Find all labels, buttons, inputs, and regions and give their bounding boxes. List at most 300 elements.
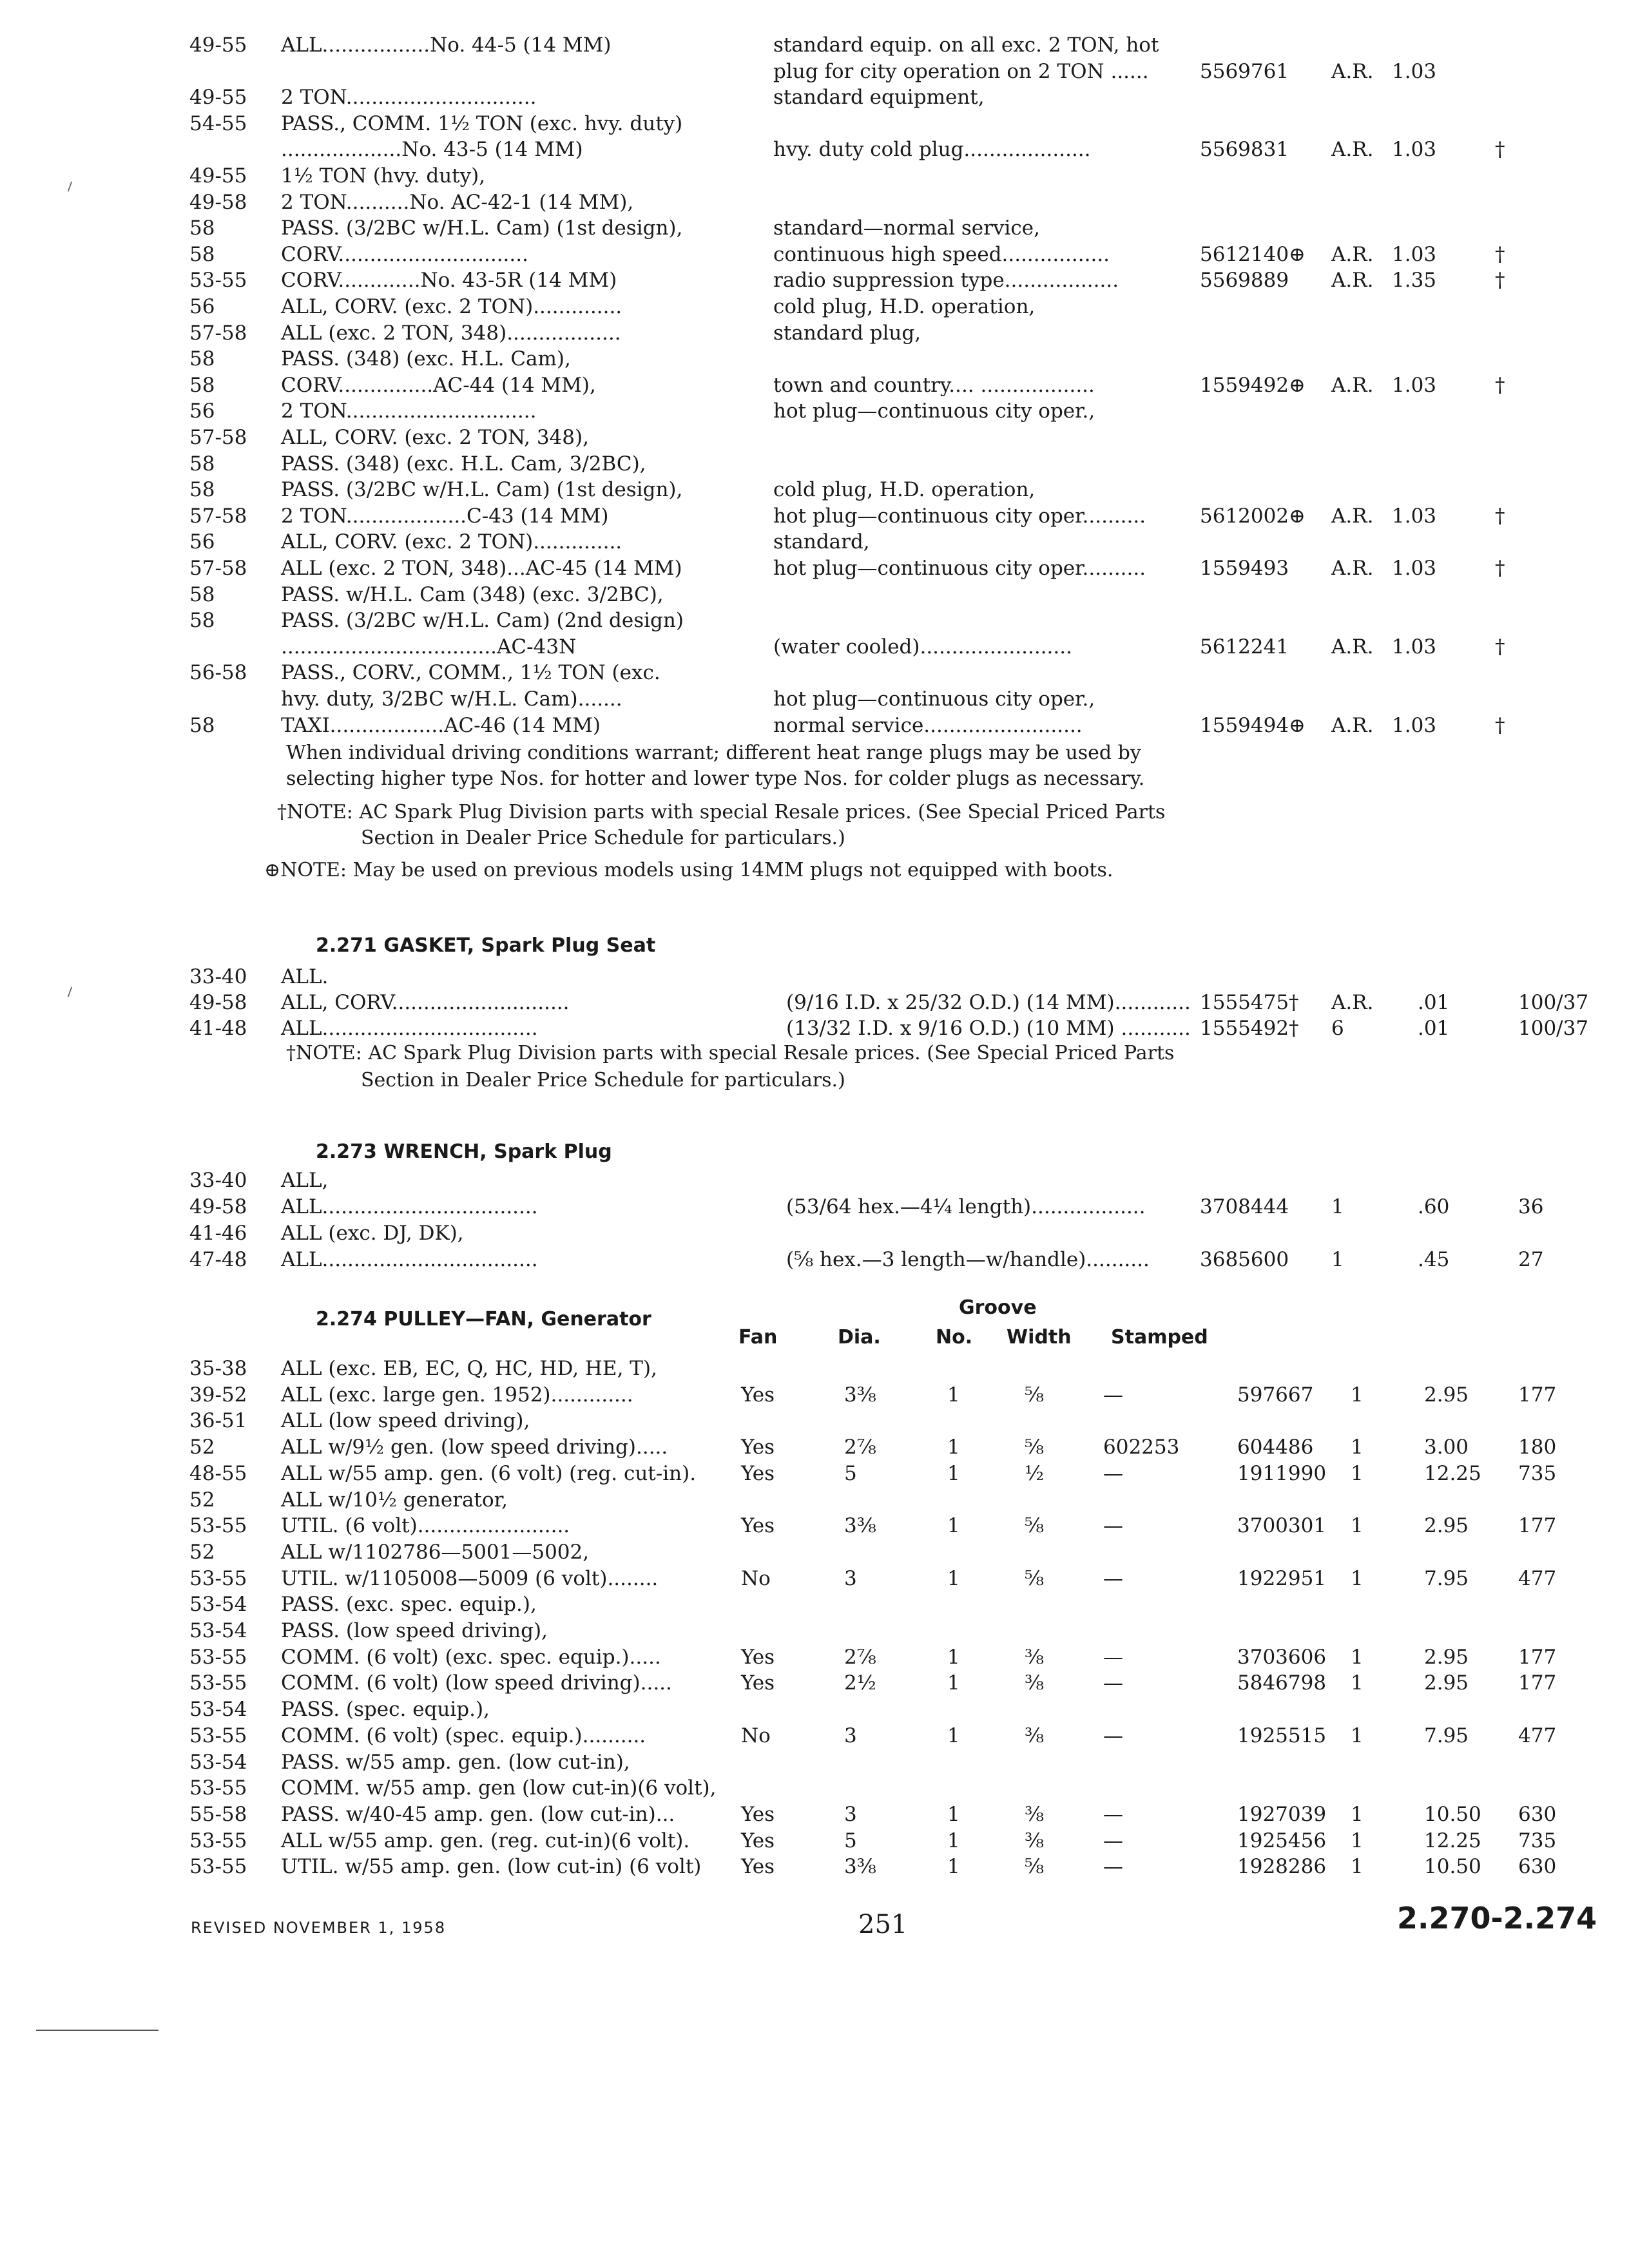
model-description: ALL..................................	[281, 1248, 538, 1271]
model-year: 52	[189, 1540, 215, 1564]
usage-description: town and country.... ..................	[773, 373, 1095, 397]
quantity: A.R.	[1331, 373, 1374, 397]
note-line: ⊕NOTE: May be used on previous models using 14MM plugs not equipped with boots.	[264, 859, 1113, 881]
model-description: PASS. w/55 amp. gen. (low cut-in),	[281, 1750, 630, 1774]
model-description: ALL w/10½ generator,	[281, 1488, 508, 1512]
table-row	[0, 1695, 1629, 1724]
model-description: ALL (low speed driving),	[281, 1409, 530, 1433]
col-fan: Fan	[738, 1326, 778, 1349]
usage-description: normal service.........................	[773, 713, 1083, 737]
fan-flag: Yes	[741, 1514, 775, 1538]
part-number: 1928286	[1237, 1855, 1327, 1879]
usage-description: plug for city operation on 2 TON ......	[773, 59, 1149, 83]
usage-description: standard equip. on all exc. 2 TON, hot	[773, 34, 1159, 57]
resale-ratio: 100/37	[1518, 991, 1589, 1014]
model-description: PASS. (348) (exc. H.L. Cam, 3/2BC),	[281, 452, 646, 476]
model-year: 53-55	[189, 1724, 247, 1747]
part-number: 1922951	[1237, 1566, 1327, 1590]
stamped-number: —	[1103, 1855, 1123, 1879]
table-row	[0, 1774, 1629, 1802]
quantity: 1	[1351, 1671, 1364, 1695]
stamped-number: —	[1103, 1645, 1123, 1669]
table-row	[0, 963, 1629, 991]
resale-price: 735	[1518, 1461, 1557, 1485]
model-year: 53-54	[189, 1750, 247, 1774]
groove-number: 1	[947, 1461, 960, 1485]
model-year: 35-38	[189, 1357, 247, 1380]
table-row	[0, 1617, 1629, 1645]
quantity: 1	[1351, 1566, 1364, 1590]
part-number: 1927039	[1237, 1802, 1327, 1826]
list-price: 3.00	[1424, 1436, 1469, 1459]
model-description: ALL w/55 amp. gen. (6 volt) (reg. cut-in).	[281, 1461, 697, 1485]
fan-flag: No	[741, 1566, 771, 1590]
model-description: PASS. (3/2BC w/H.L. Cam) (1st design),	[281, 216, 683, 240]
model-description: ALL (exc. 2 TON, 348)...AC-45 (14 MM)	[281, 557, 682, 580]
model-description: ALL, CORV. (exc. 2 TON)..............	[281, 295, 622, 318]
table-row	[0, 581, 1629, 609]
col-dia: Dia.	[838, 1326, 881, 1349]
model-description: PASS., CORV., COMM., 1½ TON (exc.	[281, 661, 660, 685]
model-description: ALL (exc. large gen. 1952).............	[281, 1383, 633, 1407]
usage-description: hot plug—continuous city oper.,	[773, 687, 1095, 711]
quantity: A.R.	[1331, 635, 1374, 658]
model-year: 56-58	[189, 661, 247, 685]
groove-width: ⅜	[1025, 1645, 1045, 1669]
part-number: 3700301	[1237, 1514, 1327, 1538]
page-number: 251	[858, 1910, 908, 1939]
list-price: 1.03	[1392, 713, 1437, 737]
list-price: .01	[1418, 1017, 1450, 1040]
note-line: †NOTE: AC Spark Plug Division parts with special Resale prices. (See Special Priced Parts	[286, 1042, 1175, 1064]
usage-description: (9/16 I.D. x 25/32 O.D.) (14 MM)............	[786, 991, 1191, 1014]
quantity: A.R.	[1331, 59, 1374, 83]
col-groove-width: Width	[1007, 1326, 1072, 1349]
table-row	[0, 1564, 1629, 1593]
list-price: 1.03	[1392, 373, 1437, 397]
note-mark: †	[1495, 504, 1505, 528]
part-number: 5612002⊕	[1200, 504, 1306, 528]
groove-number: 1	[947, 1566, 960, 1590]
model-year: 58	[189, 609, 215, 633]
usage-description: hvy. duty cold plug....................	[773, 138, 1091, 162]
model-year: 57-58	[189, 557, 247, 580]
model-year: 57-58	[189, 504, 247, 528]
quantity: A.R.	[1331, 138, 1374, 162]
groove-width: ⅝	[1025, 1566, 1045, 1590]
col-groove: Groove	[959, 1296, 1037, 1319]
usage-description: standard,	[773, 530, 870, 554]
model-description: COMM. (6 volt) (low speed driving).....	[281, 1671, 672, 1695]
stamped-number: —	[1103, 1566, 1123, 1590]
list-price: 2.95	[1424, 1645, 1469, 1669]
table-row	[0, 658, 1629, 687]
groove-width: ⅝	[1025, 1436, 1045, 1459]
model-description: CORV...............AC-44 (14 MM),	[281, 373, 596, 397]
part-number: 1925515	[1237, 1724, 1327, 1747]
quantity: 6	[1331, 1017, 1344, 1040]
quantity: A.R.	[1331, 557, 1374, 580]
model-year: 55-58	[189, 1802, 247, 1826]
note-mark: †	[1495, 242, 1505, 266]
wrench-heading: 2.273 WRENCH, Spark Plug	[316, 1140, 612, 1163]
model-description: ALL (exc. 2 TON, 348)..................	[281, 321, 621, 345]
model-year: 53-55	[189, 1671, 247, 1695]
model-description: UTIL. (6 volt)........................	[281, 1514, 570, 1538]
quantity: A.R.	[1331, 269, 1374, 293]
diameter: 3	[844, 1724, 857, 1747]
groove-width: ⅜	[1025, 1829, 1045, 1852]
groove-width: ⅝	[1025, 1855, 1045, 1879]
table-row	[0, 528, 1629, 556]
quantity: A.R.	[1331, 991, 1374, 1014]
table-row	[0, 1800, 1629, 1829]
diameter: 5	[844, 1461, 857, 1485]
table-row	[0, 554, 1629, 582]
list-price: .01	[1418, 991, 1450, 1014]
usage-description: standard plug,	[773, 321, 921, 345]
part-number: 5569889	[1200, 269, 1289, 293]
part-number: 5569831	[1200, 138, 1289, 162]
resale-price: 630	[1518, 1802, 1557, 1826]
list-price: 7.95	[1424, 1724, 1469, 1747]
resale-price: 180	[1518, 1436, 1557, 1459]
usage-description: hot plug—continuous city oper.,	[773, 399, 1095, 423]
model-description: CORV.............No. 43-5R (14 MM)	[281, 269, 617, 293]
part-number: 1555492†	[1200, 1017, 1299, 1040]
usage-description: hot plug—continuous city oper..........	[773, 504, 1146, 528]
model-description: 2 TON..............................	[281, 399, 537, 423]
model-year: 58	[189, 713, 215, 737]
part-number: 3685600	[1200, 1248, 1289, 1271]
table-row	[0, 633, 1629, 661]
diameter: 3	[844, 1566, 857, 1590]
table-row	[0, 450, 1629, 478]
table-row	[0, 31, 1629, 59]
stamped-number: —	[1103, 1514, 1123, 1538]
model-year: 53-55	[189, 1855, 247, 1879]
model-description: PASS., COMM. 1½ TON (exc. hvy. duty)	[281, 111, 683, 135]
model-description: ALL, CORV. (exc. 2 TON)..............	[281, 530, 622, 554]
usage-description: continuous high speed.................	[773, 242, 1110, 266]
table-row	[0, 397, 1629, 425]
stamped-number: —	[1103, 1671, 1123, 1695]
model-year: 49-55	[189, 34, 247, 57]
part-number: 5612241	[1200, 635, 1289, 658]
diameter: 2⅞	[844, 1645, 876, 1669]
resale-price: 630	[1518, 1855, 1557, 1879]
fan-flag: Yes	[741, 1829, 775, 1852]
table-row	[0, 162, 1629, 190]
stamped-number: —	[1103, 1461, 1123, 1485]
model-year: 53-55	[189, 1566, 247, 1590]
fan-flag: Yes	[741, 1671, 775, 1695]
model-year: 58	[189, 582, 215, 606]
table-row	[0, 476, 1629, 504]
groove-width: ½	[1025, 1461, 1045, 1485]
stamped-number: —	[1103, 1802, 1123, 1826]
part-number: 5612140⊕	[1200, 242, 1306, 266]
stamped-number: —	[1103, 1724, 1123, 1747]
model-description: ALL, CORV. (exc. 2 TON, 348),	[281, 426, 589, 449]
section-range: 2.270-2.274	[1397, 1901, 1597, 1936]
col-stamped: Stamped	[1111, 1326, 1208, 1349]
quantity: A.R.	[1331, 242, 1374, 266]
list-price: 1.03	[1392, 242, 1437, 266]
groove-number: 1	[947, 1514, 960, 1538]
bottom-rule	[36, 2030, 159, 2031]
table-row	[0, 1245, 1629, 1274]
table-row	[0, 1852, 1629, 1881]
model-description: PASS. w/H.L. Cam (348) (exc. 3/2BC),	[281, 582, 664, 606]
list-price: 1.03	[1392, 504, 1437, 528]
model-description: PASS. (3/2BC w/H.L. Cam) (2nd design)	[281, 609, 684, 633]
diameter: 2½	[844, 1671, 876, 1695]
usage-description: (⅝ hex.—3 length—w/handle)..........	[786, 1248, 1150, 1271]
model-year: 49-58	[189, 1195, 247, 1218]
groove-number: 1	[947, 1383, 960, 1407]
table-row	[0, 423, 1629, 452]
list-price: 2.95	[1424, 1514, 1469, 1538]
model-description: 2 TON..........No. AC-42-1 (14 MM),	[281, 190, 634, 214]
part-number: 3703606	[1237, 1645, 1327, 1669]
note-line: selecting higher type Nos. for hotter and lower type Nos. for colder plugs as necessary.	[286, 767, 1145, 790]
groove-number: 1	[947, 1829, 960, 1852]
model-description: COMM. (6 volt) (spec. equip.)..........	[281, 1724, 646, 1747]
table-row	[0, 502, 1629, 530]
model-year: 53-55	[189, 1829, 247, 1852]
table-row	[0, 57, 1629, 86]
part-number: 1555475†	[1200, 991, 1299, 1014]
table-row	[0, 1538, 1629, 1566]
table-row	[0, 1166, 1629, 1195]
quantity: 1	[1351, 1829, 1364, 1852]
table-row	[0, 266, 1629, 294]
quantity: 1	[1331, 1248, 1344, 1271]
model-description: TAXI..................AC-46 (14 MM)	[281, 713, 601, 737]
fan-flag: Yes	[741, 1383, 775, 1407]
quantity: 1	[1351, 1461, 1364, 1485]
model-year: 58	[189, 216, 215, 240]
list-price: 1.35	[1392, 269, 1437, 293]
note-line: †NOTE: AC Spark Plug Division parts with special Resale prices. (See Special Priced Parts	[277, 801, 1166, 823]
model-year: 53-55	[189, 269, 247, 293]
pulley-heading: 2.274 PULLEY—FAN, Generator	[316, 1308, 651, 1331]
groove-number: 1	[947, 1671, 960, 1695]
model-description: ALL, CORV............................	[281, 991, 570, 1014]
table-row	[0, 1459, 1629, 1488]
stamped-number: 602253	[1103, 1436, 1180, 1459]
usage-description: standard—normal service,	[773, 216, 1040, 240]
groove-width: ⅜	[1025, 1724, 1045, 1747]
model-description: PASS. (348) (exc. H.L. Cam),	[281, 347, 571, 371]
diameter: 3⅜	[844, 1514, 876, 1538]
table-row	[0, 293, 1629, 321]
groove-number: 1	[947, 1802, 960, 1826]
model-year: 33-40	[189, 1169, 247, 1192]
resale-price: 177	[1518, 1514, 1557, 1538]
model-description: 2 TON..............................	[281, 86, 537, 110]
model-description: UTIL. w/55 amp. gen. (low cut-in) (6 volt)	[281, 1855, 702, 1879]
resale-price: 36	[1518, 1195, 1544, 1218]
table-row	[0, 240, 1629, 269]
stamped-number: —	[1103, 1829, 1123, 1852]
model-description: PASS. (spec. equip.),	[281, 1698, 490, 1722]
quantity: 1	[1351, 1383, 1364, 1407]
resale-price: 477	[1518, 1566, 1557, 1590]
model-year: 56	[189, 295, 215, 318]
model-description: 1½ TON (hvy. duty),	[281, 164, 486, 187]
table-row	[0, 1486, 1629, 1514]
part-number: 1911990	[1237, 1461, 1327, 1485]
model-year: 41-46	[189, 1222, 247, 1245]
model-description: PASS. (exc. spec. equip.),	[281, 1593, 537, 1617]
quantity: 1	[1351, 1855, 1364, 1879]
model-description: ALL.................No. 44-5 (14 MM)	[281, 34, 612, 57]
list-price: 2.95	[1424, 1671, 1469, 1695]
fan-flag: Yes	[741, 1645, 775, 1669]
resale-price: 735	[1518, 1829, 1557, 1852]
note-mark: †	[1495, 713, 1505, 737]
model-description: PASS. w/40-45 amp. gen. (low cut-in)...	[281, 1802, 675, 1826]
model-year: 41-48	[189, 1017, 247, 1040]
usage-description: cold plug, H.D. operation,	[773, 295, 1036, 318]
model-description: PASS. (3/2BC w/H.L. Cam) (1st design),	[281, 478, 683, 502]
usage-description: (53/64 hex.—4¼ length)..................	[786, 1195, 1146, 1218]
table-row	[0, 214, 1629, 242]
usage-description: (13/32 I.D. x 9/16 O.D.) (10 MM) ...........	[786, 1017, 1191, 1040]
fan-flag: Yes	[741, 1855, 775, 1879]
model-year: 56	[189, 399, 215, 423]
stamped-number: —	[1103, 1383, 1123, 1407]
fan-flag: No	[741, 1724, 771, 1747]
diameter: 3	[844, 1802, 857, 1826]
part-number: 5846798	[1237, 1671, 1327, 1695]
list-price: 1.03	[1392, 557, 1437, 580]
model-year: 58	[189, 242, 215, 266]
model-year: 53-54	[189, 1698, 247, 1722]
list-price: .60	[1418, 1195, 1450, 1218]
model-description: COMM. (6 volt) (exc. spec. equip.).....	[281, 1645, 661, 1669]
model-year: 53-54	[189, 1593, 247, 1617]
table-row	[0, 1407, 1629, 1435]
usage-description: radio suppression type..................	[773, 269, 1119, 293]
model-description: 2 TON...................C-43 (14 MM)	[281, 504, 609, 528]
table-row	[0, 1433, 1629, 1461]
groove-number: 1	[947, 1436, 960, 1459]
table-row	[0, 1722, 1629, 1750]
groove-number: 1	[947, 1645, 960, 1669]
table-row	[0, 110, 1629, 138]
model-description: ALL w/55 amp. gen. (reg. cut-in)(6 volt).	[281, 1829, 690, 1852]
list-price: 12.25	[1424, 1461, 1481, 1485]
resale-price: 177	[1518, 1383, 1557, 1407]
model-year: 48-55	[189, 1461, 247, 1485]
diameter: 3⅜	[844, 1855, 876, 1879]
model-description: PASS. (low speed driving),	[281, 1619, 548, 1642]
model-year: 49-55	[189, 86, 247, 110]
usage-description: standard equipment,	[773, 86, 985, 110]
quantity: A.R.	[1331, 713, 1374, 737]
list-price: 1.03	[1392, 635, 1437, 658]
quantity: 1	[1351, 1802, 1364, 1826]
list-price: 12.25	[1424, 1829, 1481, 1852]
part-number: 5569761	[1200, 59, 1289, 83]
table-row	[0, 135, 1629, 164]
quantity: 1	[1351, 1514, 1364, 1538]
model-year: 49-58	[189, 190, 247, 214]
note-line: When individual driving conditions warrant; different heat range plugs may be used by	[286, 742, 1141, 764]
groove-width: ⅝	[1025, 1514, 1045, 1538]
note-line: Section in Dealer Price Schedule for particulars.)	[361, 1069, 845, 1091]
list-price: .45	[1418, 1248, 1450, 1271]
model-description: ALL..................................	[281, 1195, 538, 1218]
fan-flag: Yes	[741, 1436, 775, 1459]
table-row	[0, 711, 1629, 740]
model-year: 36-51	[189, 1409, 247, 1433]
model-year: 54-55	[189, 111, 247, 135]
resale-price: 177	[1518, 1645, 1557, 1669]
model-description: COMM. w/55 amp. gen (low cut-in)(6 volt),	[281, 1776, 717, 1800]
quantity: 1	[1351, 1436, 1364, 1459]
list-price: 1.03	[1392, 59, 1437, 83]
usage-description: cold plug, H.D. operation,	[773, 478, 1036, 502]
list-price: 1.03	[1392, 138, 1437, 162]
note-line: Section in Dealer Price Schedule for particulars.)	[361, 827, 845, 849]
table-row	[0, 1669, 1629, 1697]
table-row	[0, 345, 1629, 373]
groove-width: ⅜	[1025, 1802, 1045, 1826]
quantity: A.R.	[1331, 504, 1374, 528]
table-row	[0, 988, 1629, 1017]
model-year: 33-40	[189, 965, 247, 988]
groove-number: 1	[947, 1724, 960, 1747]
model-year: 53-55	[189, 1514, 247, 1538]
fan-flag: Yes	[741, 1461, 775, 1485]
part-number: 604486	[1237, 1436, 1314, 1459]
model-year: 47-48	[189, 1248, 247, 1271]
note-mark: †	[1495, 138, 1505, 162]
usage-description: hot plug—continuous city oper..........	[773, 557, 1146, 580]
table-row	[0, 1381, 1629, 1409]
resale-price: 27	[1518, 1248, 1544, 1271]
table-row	[0, 1590, 1629, 1619]
table-row	[0, 1219, 1629, 1247]
model-year: 56	[189, 530, 215, 554]
model-year: 53-55	[189, 1645, 247, 1669]
usage-description: (water cooled)........................	[773, 635, 1072, 658]
diameter: 2⅞	[844, 1436, 876, 1459]
model-description: ALL w/9½ gen. (low speed driving).....	[281, 1436, 668, 1459]
model-description: ALL..................................	[281, 1017, 538, 1040]
model-year: 49-55	[189, 164, 247, 187]
table-row	[0, 371, 1629, 399]
list-price: 2.95	[1424, 1383, 1469, 1407]
part-number: 1559494⊕	[1200, 713, 1306, 737]
model-year: 58	[189, 478, 215, 502]
margin-mark: ⸝	[57, 168, 79, 197]
model-year: 52	[189, 1436, 215, 1459]
model-year: 52	[189, 1488, 215, 1512]
list-price: 10.50	[1424, 1855, 1481, 1879]
model-description: hvy. duty, 3/2BC w/H.L. Cam).......	[281, 687, 622, 711]
model-year: 58	[189, 452, 215, 476]
model-description: ALL.	[281, 965, 329, 988]
list-price: 7.95	[1424, 1566, 1469, 1590]
part-number: 3708444	[1200, 1195, 1289, 1218]
quantity: 1	[1331, 1195, 1344, 1218]
note-mark: †	[1495, 635, 1505, 658]
